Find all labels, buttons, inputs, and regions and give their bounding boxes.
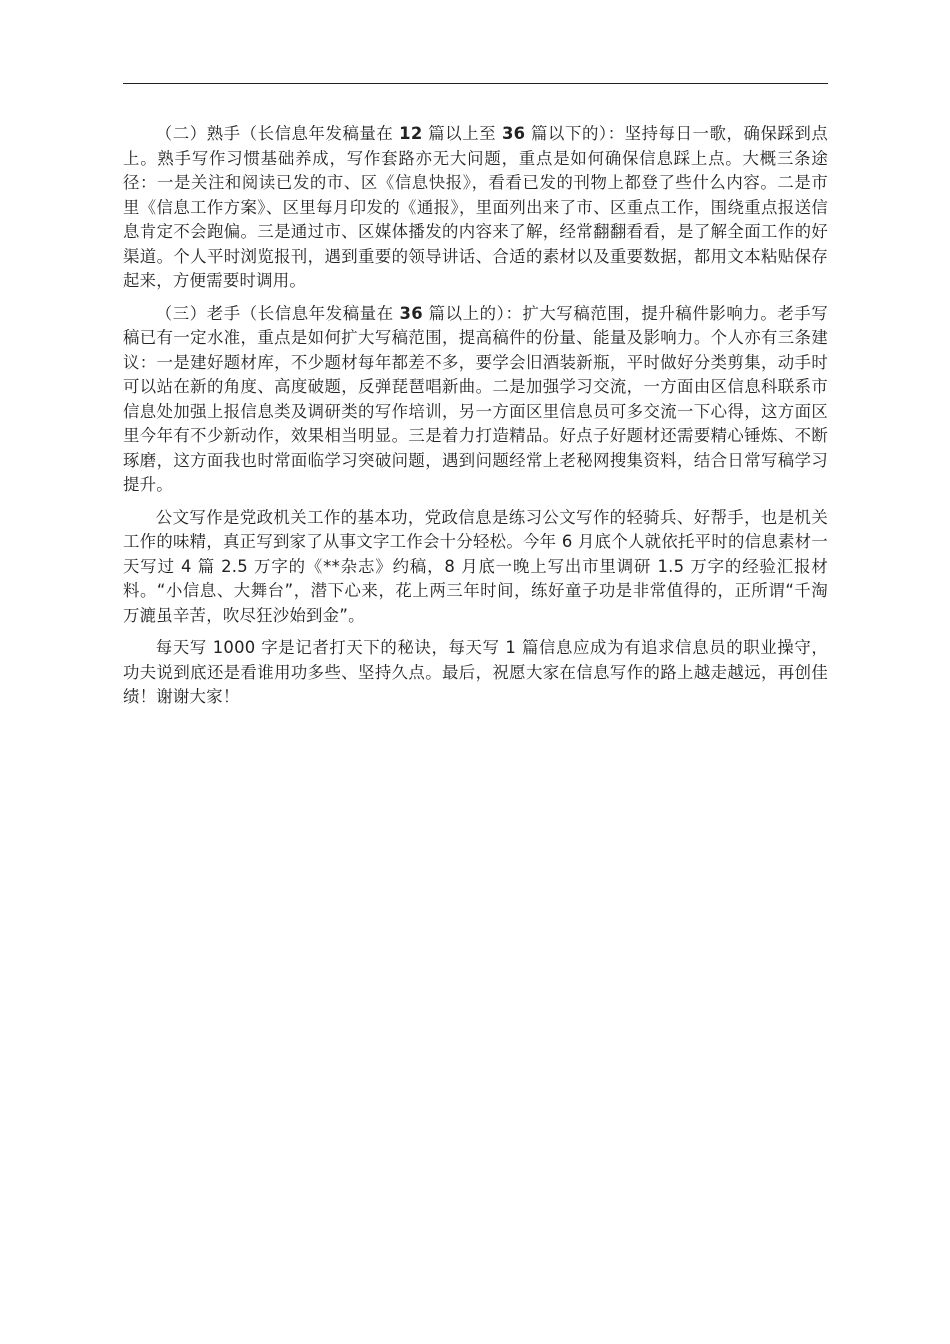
para2-seg0: （三）老手（长信息年发稿量在 bbox=[155, 303, 400, 323]
paragraph-closing bbox=[123, 636, 828, 710]
header-rule bbox=[123, 83, 828, 84]
para1-seg4: 篇以下的）：坚持每日一歌，确保踩到点上。熟手写作习惯基础养成，写作套路亦无大问题，重点是如何确保信息踩上点。大概三条途径：一是关注和阅读已发的市、区《信息快报》，看看已发的刊物上都登了些什么内容。二是市里《信息工作方案》、区里每月印发的《通报》，里面列出来了市、区重点工作，围绕重点报送信息肯定不会跑偏。三是通过市、区媒体播发的内容来了解，经常翻翻看看，是了解全面工作的好渠道。个人平时浏览报刊，遇到重要的领导讲话、合适的素材以及重要数据，都用文本粘贴保存起来，方便需要时调用。 bbox=[123, 124, 828, 290]
para2-seg2: 篇以上的）：扩大写稿范围，提升稿件影响力。老手写稿已有一定水准，重点是如何扩大写稿范围，提高稿件的份量、能量及影响力。个人亦有三条建议：一是建好题材库，不少题材每年都差不多，要学会旧酒装新瓶，平时做好分类剪集，动手时可以站在新的角度、高度破题，反弹琵琶唱新曲。二是加强学习交流，一方面由区信息科联系市信息处加强上报信息类及调研类的写作培训，另一方面区里信息员可多交流一下心得，这方面区里今年有不少新动作，效果相当明显。三是着力打造精品。好点子好题材还需要精心锤炼、不断琢磨，这方面我也时常面临学习突破问题，遇到问题经常上老秘网搜集资料，结合日常写稿学习提升。 bbox=[123, 303, 828, 494]
paragraph-official-writing bbox=[123, 506, 828, 629]
para3-seg0: 公文写作是党政机关工作的基本功，党政信息是练习公文写作的轻骑兵、好帮手，也是机关工作的味精，真正写到家了从事文字工作会十分轻松。今年 6 月底个人就依托平时的信息素材一天写过 4 篇 2.5 万字的《**杂志》约稿，8 月底一晚上写出市里调研 1.5 万字的经验汇报材料。“小信息、大舞台”，潜下心来，花上两三年时间，练好童子功是非常值得的，正所谓“千淘万漉虽辛苦，吹尽狂沙始到金”。 bbox=[123, 507, 828, 625]
para1-seg1-bold: 12 bbox=[399, 124, 423, 143]
document-body bbox=[123, 122, 828, 718]
paragraph-skilled-writers bbox=[123, 122, 828, 294]
para1-seg0: （二）熟手（长信息年发稿量在 bbox=[155, 124, 400, 143]
para1-seg2: 篇以上至 bbox=[422, 124, 502, 143]
paragraph-veteran-writers bbox=[123, 302, 828, 498]
para2-seg1-bold: 36 bbox=[399, 303, 423, 323]
para1-seg3-bold: 36 bbox=[501, 124, 526, 143]
para4-seg0: 每天写 1000 字是记者打天下的秘诀，每天写 1 篇信息应成为有追求信息员的职业操守，功夫说到底还是看谁用功多些、坚持久点。最后，祝愿大家在信息写作的路上越走越远，再创佳绩！谢谢大家！ bbox=[123, 638, 828, 706]
